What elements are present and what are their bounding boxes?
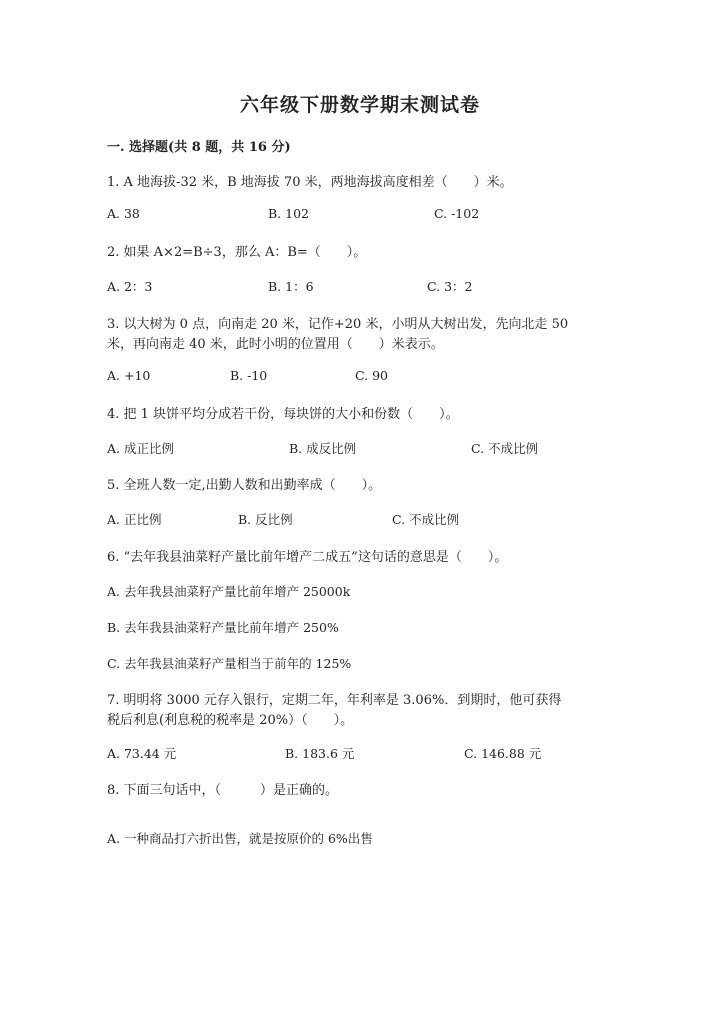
question-3-option-a: A. +10 [107, 368, 151, 383]
question-6-option-a: A. 去年我县油菜籽产量比前年增产 25000k [107, 584, 351, 599]
question-3-option-c: C. 90 [355, 368, 388, 383]
question-6-stem: 6. “去年我县油菜籽产量比前年增产二成五”这句话的意思是（ ）。 [107, 550, 508, 565]
question-4-option-c: C. 不成比例 [471, 441, 539, 456]
question-5-option-b: B. 反比例 [238, 512, 293, 527]
question-6-option-b: B. 去年我县油菜籽产量比前年增产 250% [107, 620, 339, 635]
section-heading: 一. 选择题(共 8 题，共 16 分) [107, 140, 291, 155]
question-2-stem: 2. 如果 A×2=B÷3，那么 A：B=（ ）。 [107, 245, 367, 260]
question-2-option-a: A. 2：3 [107, 279, 153, 294]
question-7-option-b: B. 183.6 元 [285, 746, 355, 761]
question-7-stem-line-2: 税后利息(利息税的税率是 20%）（ ）。 [107, 713, 354, 728]
question-4-option-a: A. 成正比例 [107, 441, 174, 456]
question-8-stem: 8. 下面三句话中，（ ）是正确的。 [107, 783, 339, 798]
question-3-stem-line-1: 3. 以大树为 0 点，向南走 20 米，记作+20 米，小明从大树出发，先向北走 50 [107, 317, 569, 332]
question-7-option-a: A. 73.44 元 [107, 746, 177, 761]
question-1-option-c: C. -102 [434, 206, 480, 221]
question-4-stem: 4. 把 1 块饼平均分成若干份，每块饼的大小和份数（ ）。 [107, 407, 459, 422]
question-2-option-b: B. 1：6 [268, 279, 314, 294]
question-6-option-c: C. 去年我县油菜籽产量相当于前年的 125% [107, 656, 352, 671]
question-4-option-b: B. 成反比例 [289, 441, 357, 456]
question-1-option-a: A. 38 [107, 206, 140, 221]
question-1-option-b: B. 102 [268, 206, 309, 221]
question-2-option-c: C. 3：2 [427, 279, 473, 294]
question-3-stem-line-2: 米，再向南走 40 米，此时小明的位置用（ ）米表示。 [107, 337, 444, 352]
question-7-stem-line-1: 7. 明明将 3000 元存入银行，定期二年，年利率是 3.06%．到期时，他可获得 [107, 693, 562, 708]
question-8-option-a: A. 一种商品打六折出售，就是按原价的 6%出售 [107, 831, 373, 846]
question-1-stem: 1. A 地海拔-32 米，B 地海拔 70 米，两地海拔高度相差（ ）米。 [107, 175, 513, 190]
question-5-stem: 5. 全班人数一定,出勤人数和出勤率成（ ）。 [107, 478, 382, 493]
question-5-option-c: C. 不成比例 [392, 512, 460, 527]
question-5-option-a: A. 正比例 [107, 512, 162, 527]
page-title: 六年级下册数学期末测试卷 [239, 94, 480, 116]
question-3-option-b: B. -10 [230, 368, 268, 383]
question-7-option-c: C. 146.88 元 [464, 746, 542, 761]
